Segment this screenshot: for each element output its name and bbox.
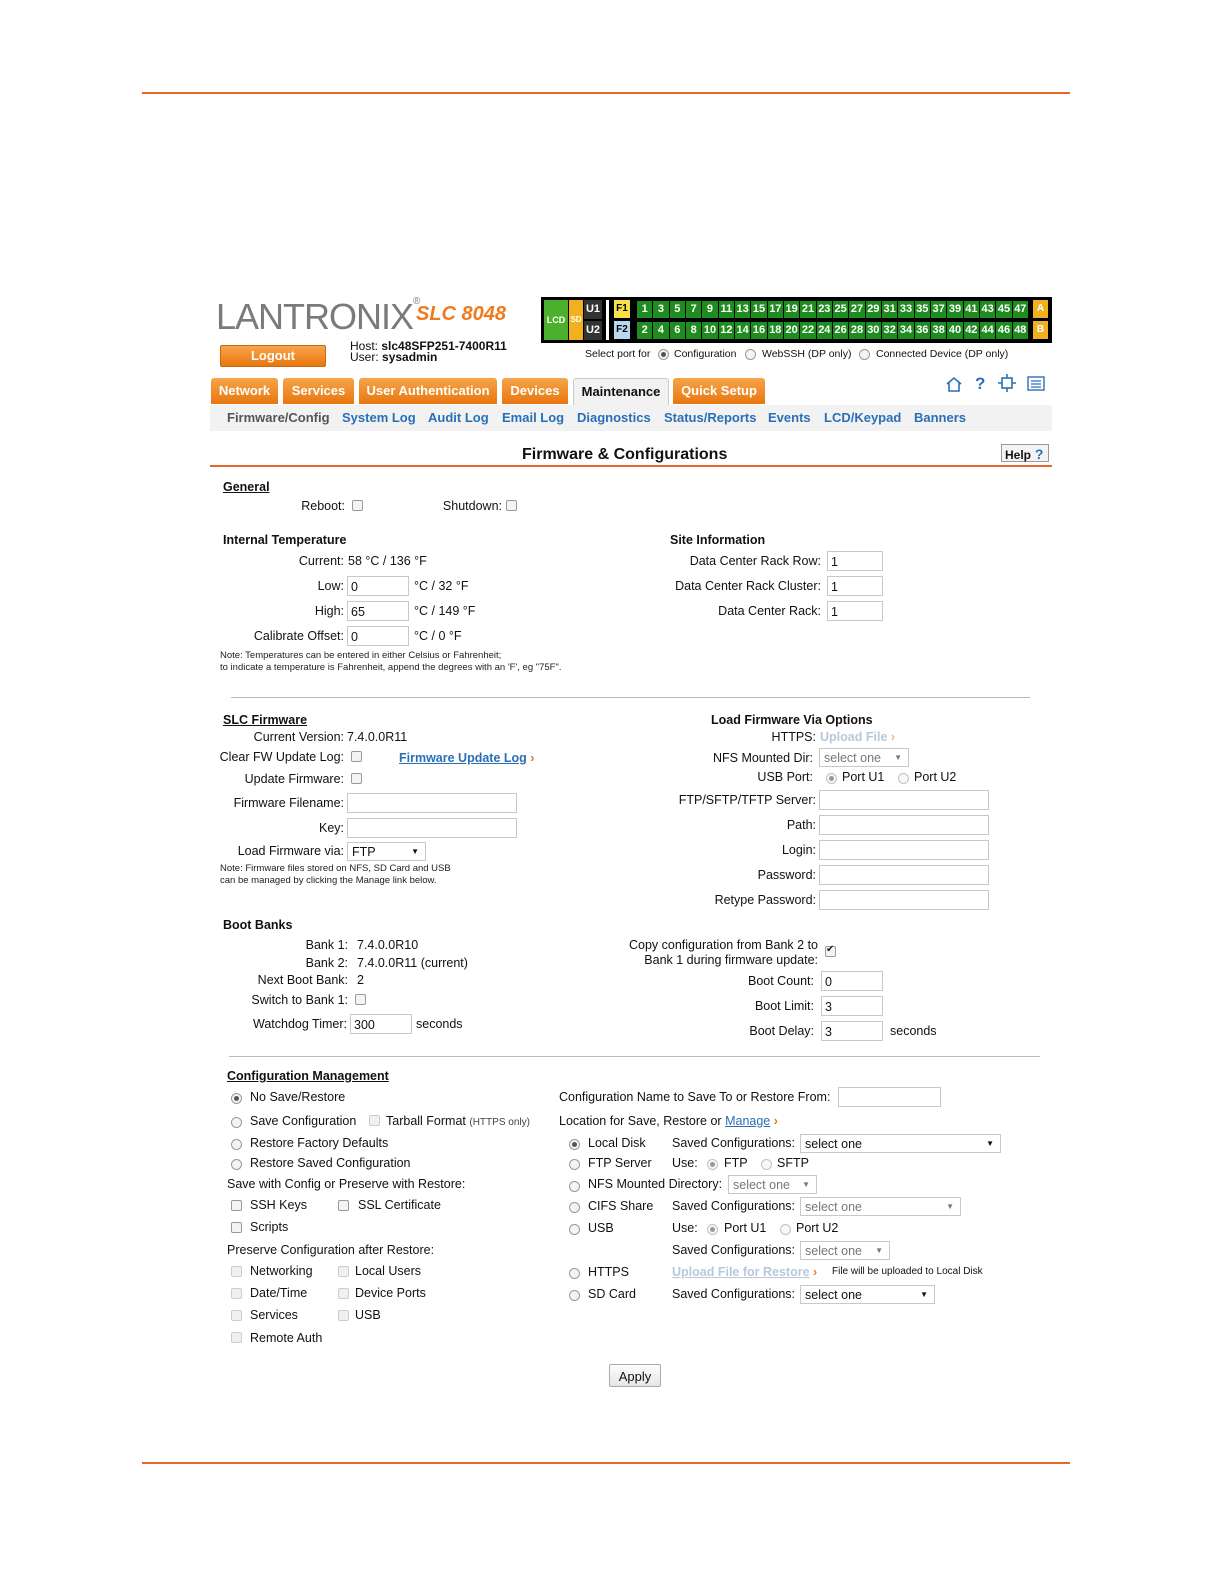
odd-port-11[interactable]: 11: [719, 301, 734, 318]
section-divider: [231, 697, 1030, 698]
retype-password-label: Retype Password:: [714, 893, 816, 907]
odd-port-43[interactable]: 43: [980, 301, 995, 318]
current-temp-label: Current:: [298, 554, 344, 568]
current-version-label: Current Version:: [253, 730, 344, 744]
tarball-format-checkbox[interactable]: [369, 1115, 380, 1126]
odd-port-13[interactable]: 13: [735, 301, 750, 318]
usb-checkbox[interactable]: [338, 1310, 349, 1321]
boot-banks-heading: Boot Banks: [223, 918, 293, 932]
nfs-mounted-dir-select[interactable]: select one ▼: [819, 748, 909, 767]
sd-port[interactable]: SD: [569, 300, 583, 340]
odd-port-39[interactable]: 39: [947, 301, 962, 318]
upload-note: File will be uploaded to Local Disk: [832, 1266, 983, 1277]
even-port-26[interactable]: 26: [833, 322, 848, 339]
boot-delay-input[interactable]: 3: [821, 1021, 883, 1041]
shutdown-checkbox[interactable]: [506, 500, 517, 511]
next-boot-bank-value: 2: [357, 973, 364, 987]
even-port-12[interactable]: 12: [719, 322, 734, 339]
restore-factory-label: Restore Factory Defaults: [250, 1136, 389, 1150]
usb-saved-configs-label: Saved Configurations:: [672, 1243, 795, 1257]
local-users-checkbox[interactable]: [338, 1266, 349, 1277]
sftp-radio[interactable]: [761, 1159, 772, 1170]
list-view-icon[interactable]: [1027, 376, 1045, 391]
firmware-filename-input[interactable]: [347, 793, 517, 813]
even-port-16[interactable]: 16: [751, 322, 766, 339]
watchdog-seconds-label: seconds: [416, 1017, 463, 1031]
ssh-keys-checkbox[interactable]: [231, 1200, 242, 1211]
even-port-2[interactable]: 2: [637, 322, 652, 339]
reboot-label: Reboot:: [301, 499, 345, 513]
even-port-24[interactable]: 24: [817, 322, 832, 339]
port-divider: [606, 300, 609, 340]
ftp-radio[interactable]: [707, 1159, 718, 1170]
calibrate-offset-input[interactable]: 0: [347, 626, 409, 646]
subnav-lcd-keypad[interactable]: LCD/Keypad: [824, 410, 902, 425]
general-heading: General: [223, 480, 270, 494]
odd-port-35[interactable]: 35: [915, 301, 930, 318]
key-input[interactable]: [347, 818, 517, 838]
firmware-filename-label: Firmware Filename:: [233, 796, 344, 810]
bottom-rule: [142, 1462, 1070, 1464]
calibrate-offset-unit: °C / 0 °F: [414, 629, 462, 643]
high-temp-unit: °C / 149 °F: [414, 604, 476, 618]
even-port-22[interactable]: 22: [800, 322, 815, 339]
u1-port[interactable]: U1: [584, 300, 602, 319]
odd-port-3[interactable]: 3: [653, 301, 668, 318]
local-disk-saved-configs-label: Saved Configurations:: [672, 1136, 795, 1150]
ftp-server-radio[interactable]: [569, 1159, 580, 1170]
usb-u1-label: Port U1: [724, 1221, 767, 1235]
even-port-18[interactable]: 18: [768, 322, 783, 339]
slc-firmware-heading: SLC Firmware: [223, 713, 308, 727]
ssh-keys-label: SSH Keys: [250, 1198, 307, 1212]
no-save-restore-radio[interactable]: [231, 1093, 242, 1104]
retype-password-input[interactable]: [819, 890, 989, 910]
usb-port-u1-radio[interactable]: [826, 773, 837, 784]
configuration-radio[interactable]: [658, 349, 669, 360]
subnav-email-log[interactable]: Email Log: [502, 410, 565, 425]
cifs-share-label: CIFS Share: [588, 1199, 654, 1213]
login-label: Login:: [781, 843, 816, 857]
cifs-saved-configs-select[interactable]: select one ▼: [800, 1197, 961, 1216]
even-port-34[interactable]: 34: [898, 322, 913, 339]
temperature-note: Note: Temperatures can be entered in either Celsius or Fahrenheit; to indicate a temperature is Fahrenheit, append the degrees with an 'F', eg "75F".: [220, 650, 562, 673]
scripts-label: Scripts: [250, 1220, 289, 1234]
internal-temperature-heading: Internal Temperature: [223, 533, 347, 547]
top-rule: [142, 92, 1070, 94]
model-name: SLC 8048: [416, 303, 507, 325]
save-configuration-radio[interactable]: [231, 1117, 242, 1128]
site-map-icon[interactable]: [998, 374, 1016, 392]
odd-port-45[interactable]: 45: [996, 301, 1011, 318]
upload-restore-link[interactable]: Upload File for Restore ›: [672, 1265, 818, 1279]
low-temp-label: Low:: [317, 579, 344, 593]
calibrate-offset-label: Calibrate Offset:: [253, 629, 344, 643]
even-port-36[interactable]: 36: [915, 322, 930, 339]
remote-auth-checkbox[interactable]: [231, 1332, 242, 1343]
device-ports-label: Device Ports: [355, 1286, 426, 1300]
copy-config-checkbox[interactable]: [825, 946, 836, 957]
even-port-28[interactable]: 28: [849, 322, 864, 339]
low-temp-input[interactable]: 0: [347, 576, 409, 596]
logout-button[interactable]: Logout: [220, 345, 326, 367]
home-icon[interactable]: [945, 376, 963, 392]
sd-saved-configs-select[interactable]: select one ▼: [800, 1285, 935, 1304]
title-rule: [210, 465, 1052, 467]
switch-bank-label: Switch to Bank 1:: [251, 993, 348, 1007]
usb-port-label: USB Port:: [757, 770, 813, 784]
lcd-port[interactable]: LCD: [544, 300, 568, 340]
load-firmware-via-select[interactable]: FTP ▼: [347, 842, 426, 861]
f1-port[interactable]: F1: [614, 300, 630, 318]
subnav-events[interactable]: Events: [768, 410, 811, 425]
configuration-label: Configuration: [674, 348, 737, 360]
odd-port-25[interactable]: 25: [833, 301, 848, 318]
nfs-radio[interactable]: [569, 1181, 580, 1192]
usb-port-u2-label: Port U2: [914, 770, 957, 784]
location-label: Location for Save, Restore or Manage ›: [559, 1114, 778, 1128]
usb-u1-radio[interactable]: [707, 1224, 718, 1235]
tab-maintenance[interactable]: Maintenance: [573, 378, 669, 405]
host-user-info: Host: slc48SFP251-7400R11 User: sysadmin: [350, 339, 507, 364]
password-input[interactable]: [819, 865, 989, 885]
ssl-certificate-checkbox[interactable]: [338, 1200, 349, 1211]
odd-port-21[interactable]: 21: [800, 301, 815, 318]
boot-delay-seconds-label: seconds: [890, 1024, 937, 1038]
even-port-10[interactable]: 10: [702, 322, 717, 339]
even-port-32[interactable]: 32: [882, 322, 897, 339]
restore-saved-label: Restore Saved Configuration: [250, 1156, 411, 1170]
tab-quick-setup[interactable]: Quick Setup: [673, 378, 765, 404]
upload-file-link[interactable]: Upload File ›: [820, 730, 896, 744]
preserve-label: Preserve Configuration after Restore:: [227, 1243, 435, 1257]
local-disk-radio[interactable]: [569, 1139, 580, 1150]
help-button[interactable]: Help ?: [1001, 444, 1049, 462]
help-question-icon[interactable]: ?: [975, 374, 986, 393]
tab-network[interactable]: Network: [211, 378, 278, 404]
subnav-firmware-config[interactable]: Firmware/Config: [227, 410, 330, 425]
even-port-42[interactable]: 42: [964, 322, 979, 339]
subnav-system-log[interactable]: System Log: [342, 410, 416, 425]
site-information-heading: Site Information: [670, 533, 766, 547]
cifs-saved-configs-label: Saved Configurations:: [672, 1199, 795, 1213]
date-time-checkbox[interactable]: [231, 1288, 242, 1299]
ftp-server-loc-label: FTP Server: [588, 1156, 652, 1170]
high-temp-input[interactable]: 65: [347, 601, 409, 621]
services-label: Services: [250, 1308, 298, 1322]
firmware-note: Note: Firmware files stored on NFS, SD Card and USB can be managed by clicking the Manage link below.: [220, 863, 451, 886]
key-label: Key:: [318, 821, 344, 835]
firmware-update-log-link[interactable]: Firmware Update Log ›: [399, 751, 535, 765]
ssl-certificate-label: SSL Certificate: [358, 1198, 441, 1212]
path-label: Path:: [786, 818, 816, 832]
sd-card-radio[interactable]: [569, 1290, 580, 1301]
rack-cluster-label: Data Center Rack Cluster:: [675, 579, 821, 593]
odd-port-29[interactable]: 29: [866, 301, 881, 318]
boot-limit-label: Boot Limit:: [754, 999, 814, 1013]
ftp-use-label: Use:: [672, 1156, 698, 1170]
sd-saved-configs-label: Saved Configurations:: [672, 1287, 795, 1301]
watchdog-timer-label: Watchdog Timer:: [252, 1017, 347, 1031]
usb-port-u1-label: Port U1: [842, 770, 885, 784]
even-port-46[interactable]: 46: [996, 322, 1011, 339]
usb-label: USB: [355, 1308, 381, 1322]
even-port-48[interactable]: 48: [1013, 322, 1028, 339]
date-time-label: Date/Time: [250, 1286, 308, 1300]
webssh-radio[interactable]: [745, 349, 756, 360]
networking-label: Networking: [250, 1264, 313, 1278]
bank2-value: 7.4.0.0R11 (current): [357, 956, 468, 970]
even-port-20[interactable]: 20: [784, 322, 799, 339]
even-port-4[interactable]: 4: [653, 322, 668, 339]
usb-u2-radio[interactable]: [780, 1224, 791, 1235]
odd-port-9[interactable]: 9: [702, 301, 717, 318]
odd-port-41[interactable]: 41: [964, 301, 979, 318]
boot-count-label: Boot Count:: [747, 974, 814, 988]
tab-user-authentication[interactable]: User Authentication: [359, 378, 497, 404]
select-port-label: Select port for: [585, 348, 651, 360]
usb-loc-label: USB: [588, 1221, 614, 1235]
connected-device-label: Connected Device (DP only): [876, 348, 1009, 360]
f2-port[interactable]: F2: [614, 321, 630, 339]
cifs-share-radio[interactable]: [569, 1202, 580, 1213]
usb-saved-configs-select[interactable]: select one ▼: [800, 1241, 890, 1260]
odd-port-1[interactable]: 1: [637, 301, 652, 318]
lantronix-logo: LANTRONIX®: [216, 296, 420, 337]
page-title: Firmware & Configurations: [522, 446, 728, 463]
services-checkbox[interactable]: [231, 1310, 242, 1321]
subnav-diagnostics[interactable]: Diagnostics: [577, 410, 651, 425]
login-input[interactable]: [819, 840, 989, 860]
low-temp-unit: °C / 32 °F: [414, 579, 469, 593]
odd-port-23[interactable]: 23: [817, 301, 832, 318]
switch-bank-checkbox[interactable]: [355, 994, 366, 1005]
odd-port-5[interactable]: 5: [670, 301, 685, 318]
nfs-dir-select[interactable]: select one ▼: [728, 1175, 817, 1194]
restore-factory-radio[interactable]: [231, 1139, 242, 1150]
https-label: HTTPS:: [771, 730, 816, 744]
update-firmware-label: Update Firmware:: [244, 772, 344, 786]
config-name-input[interactable]: [838, 1087, 941, 1107]
a-port[interactable]: A: [1033, 300, 1048, 318]
remote-auth-label: Remote Auth: [250, 1331, 323, 1345]
apply-button[interactable]: Apply: [609, 1364, 661, 1387]
password-label: Password:: [757, 868, 816, 882]
odd-port-27[interactable]: 27: [849, 301, 864, 318]
usb-loc-radio[interactable]: [569, 1224, 580, 1235]
usb-use-label: Use:: [672, 1221, 698, 1235]
ftp-server-input[interactable]: [819, 790, 989, 810]
boot-count-input[interactable]: 0: [821, 971, 883, 991]
tarball-format-label: Tarball Format (HTTPS only): [386, 1114, 530, 1128]
nfs-mounted-dir-label: NFS Mounted Dir:: [712, 751, 813, 765]
watchdog-timer-input[interactable]: 300: [350, 1014, 412, 1034]
subnav-status-reports[interactable]: Status/Reports: [664, 410, 757, 425]
configuration-management-heading: Configuration Management: [227, 1069, 389, 1083]
update-firmware-checkbox[interactable]: [351, 773, 362, 784]
odd-port-7[interactable]: 7: [686, 301, 701, 318]
sftp-label: SFTP: [777, 1156, 809, 1170]
bank2-label: Bank 2:: [305, 956, 348, 970]
path-input[interactable]: [819, 815, 989, 835]
copy-config-label: Copy configuration from Bank 2 to Bank 1 during firmware update:: [629, 938, 818, 967]
load-firmware-options-heading: Load Firmware Via Options: [711, 713, 873, 727]
subnav-audit-log[interactable]: Audit Log: [428, 410, 489, 425]
load-firmware-via-label: Load Firmware via:: [237, 844, 344, 858]
bank1-value: 7.4.0.0R10: [357, 938, 419, 952]
high-temp-label: High:: [314, 604, 344, 618]
nfs-dir-label: NFS Mounted Directory:: [588, 1177, 723, 1191]
tab-services[interactable]: Services: [283, 378, 354, 404]
rack-label: Data Center Rack:: [718, 604, 821, 618]
b-port[interactable]: B: [1033, 321, 1048, 339]
rack-cluster-input[interactable]: 1: [827, 576, 883, 596]
device-ports-checkbox[interactable]: [338, 1288, 349, 1299]
rack-row-input[interactable]: 1: [827, 551, 883, 571]
odd-port-31[interactable]: 31: [882, 301, 897, 318]
even-port-40[interactable]: 40: [947, 322, 962, 339]
no-save-restore-label: No Save/Restore: [250, 1090, 346, 1104]
section-divider: [229, 1056, 1040, 1057]
ftp-server-label: FTP/SFTP/TFTP Server:: [678, 793, 816, 807]
even-port-44[interactable]: 44: [980, 322, 995, 339]
sd-card-label: SD Card: [588, 1287, 636, 1301]
local-users-label: Local Users: [355, 1264, 421, 1278]
connected-device-radio[interactable]: [859, 349, 870, 360]
even-port-8[interactable]: 8: [686, 322, 701, 339]
subnav-banners[interactable]: Banners: [914, 410, 967, 425]
rack-input[interactable]: 1: [827, 601, 883, 621]
even-port-30[interactable]: 30: [866, 322, 881, 339]
current-temp-value: 58 °C / 136 °F: [348, 554, 427, 568]
local-disk-label: Local Disk: [588, 1136, 646, 1150]
restore-saved-radio[interactable]: [231, 1159, 242, 1170]
tab-devices[interactable]: Devices: [502, 378, 568, 404]
u2-port[interactable]: U2: [584, 321, 602, 340]
bank1-label: Bank 1:: [305, 938, 348, 952]
usb-u2-label: Port U2: [796, 1221, 839, 1235]
shutdown-label: Shutdown:: [442, 499, 502, 513]
even-port-6[interactable]: 6: [670, 322, 685, 339]
usb-port-u2-radio[interactable]: [898, 773, 909, 784]
even-port-14[interactable]: 14: [735, 322, 750, 339]
odd-port-19[interactable]: 19: [784, 301, 799, 318]
networking-checkbox[interactable]: [231, 1266, 242, 1277]
rack-row-label: Data Center Rack Row:: [689, 554, 821, 568]
config-name-label: Configuration Name to Save To or Restore From:: [559, 1090, 831, 1104]
odd-port-33[interactable]: 33: [898, 301, 913, 318]
current-version-value: 7.4.0.0R11: [347, 730, 408, 744]
save-configuration-label: Save Configuration: [250, 1114, 357, 1128]
webssh-label: WebSSH (DP only): [762, 348, 852, 360]
boot-limit-input[interactable]: 3: [821, 996, 883, 1016]
save-with-label: Save with Config or Preserve with Restore:: [227, 1177, 466, 1191]
clear-fw-log-checkbox[interactable]: [351, 751, 362, 762]
https-radio[interactable]: [569, 1268, 580, 1279]
odd-port-37[interactable]: 37: [931, 301, 946, 318]
boot-delay-label: Boot Delay:: [749, 1024, 814, 1038]
odd-port-17[interactable]: 17: [768, 301, 783, 318]
odd-port-15[interactable]: 15: [751, 301, 766, 318]
manage-link[interactable]: Manage: [725, 1114, 771, 1128]
ftp-label: FTP: [724, 1156, 748, 1170]
local-disk-saved-configs-select[interactable]: select one ▼: [800, 1134, 1001, 1153]
https-loc-label: HTTPS: [588, 1265, 629, 1279]
odd-port-47[interactable]: 47: [1013, 301, 1028, 318]
next-boot-bank-label: Next Boot Bank:: [257, 973, 348, 987]
even-port-38[interactable]: 38: [931, 322, 946, 339]
scripts-checkbox[interactable]: [231, 1222, 242, 1233]
clear-fw-log-label: Clear FW Update Log:: [219, 750, 344, 764]
reboot-checkbox[interactable]: [352, 500, 363, 511]
